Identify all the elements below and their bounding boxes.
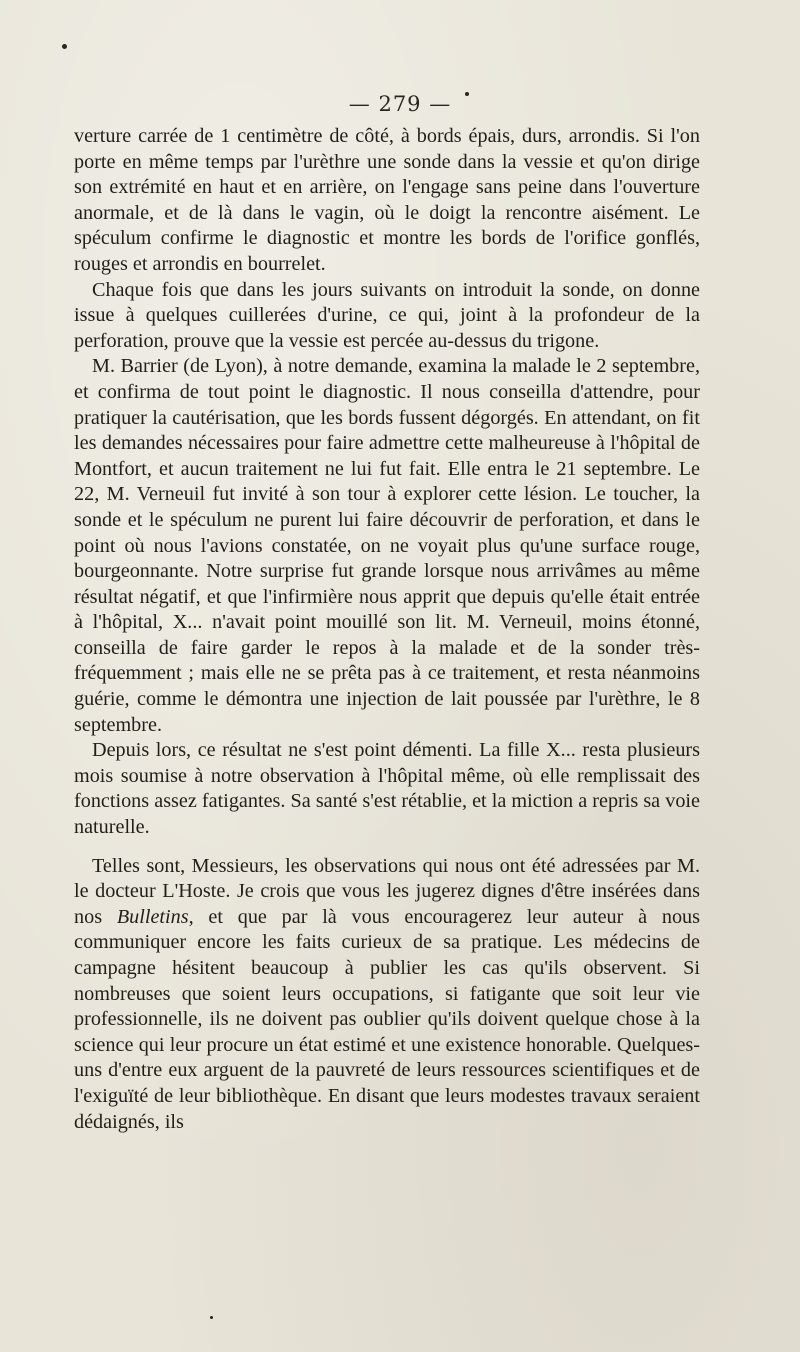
text-segment: Telles sont, Messieurs, les observations qui nous ont été adressées par M. le docteur L'Hoste. Je crois que vous les jugerez dignes d'être insérées dans nos: [74, 854, 700, 928]
text-segment: , et que par là vous encouragerez leur auteur à nous communiquer encore les faits curieux de sa pratique. Les médecins de campagne hésitent beaucoup à publier les cas qu'ils observent. Si nombreuses que soient leurs occupations, si fatigante que soit leur vie professionnelle, ils ne doivent pas oublier qu'ils doivent quelque chose à la science qui leur procure un état estimé et une existence honorable. Quelques-uns d'entre eux arguent de la pauvreté de leurs ressources scientifiques et de l'exiguïté de leur bibliothèque. En disant que leurs modestes travaux seraient dédaignés, ils: [74, 905, 700, 1133]
paragraph: Depuis lors, ce résultat ne s'est point démenti. La fille X... resta plusieurs mois soumise à notre observation à l'hôpital même, où elle remplissait des fonctions assez fatigantes. Sa santé s'est rétablie, et la miction a repris sa voie naturelle.: [74, 739, 700, 839]
page-number: — 279 —: [348, 92, 452, 116]
paragraph-final: [74, 854, 700, 1136]
ink-speck: [62, 44, 67, 49]
paragraph-continuation: verture carrée de 1 centimètre de côté, à bords épais, durs, arrondis. Si l'on porte en même temps par l'urèthre une sonde dans la vessie et qu'on dirige son extrémité en haut et en arrière, on l'engage sans peine dans l'ouverture anormale, et de là dans le vagin, où le doigt la rencontre aisément. Le spéculum confirme le diagnostic et montre les bords de l'orifice gonflés, rouges et arrondis en bourrelet.: [74, 125, 700, 275]
italic-term-bulletins: Bulletins: [116, 905, 189, 928]
body-text: [74, 124, 700, 1135]
ink-speck: [210, 1316, 213, 1319]
paragraph: M. Barrier (de Lyon), à notre demande, examina la malade le 2 septembre, et confirma de tout point le diagnostic. Il nous conseilla d'attendre, pour pratiquer la cautérisation, que les bords fussent dégorgés. En attendant, on fit les demandes nécessaires pour faire admettre cette malheureuse à l'hôpital de Montfort, et aucun traitement ne lui fut fait. Elle entra le 21 septembre. Le 22, M. Verneuil fut invité à son tour à explorer cette lésion. Le toucher, la sonde et le spéculum ne purent lui faire découvrir de perforation, et dans le point où nous l'avions constatée, on ne voyait plus qu'une surface rouge, bourgeonnante. Notre surprise fut grande lorsque nous arrivâmes au même résultat négatif, et que l'infirmière nous apprit que depuis qu'elle était entrée à l'hôpital, X... n'avait point mouillé son lit. M. Verneuil, moins étonné, conseilla de faire garder le repos à la malade et de la sonder très-fréquemment ; mais elle ne se prêta pas à ce traitement, et resta néanmoins guérie, comme le démontra une injection de lait poussée par l'urèthre, le 8 septembre.: [74, 355, 700, 736]
paragraph: Chaque fois que dans les jours suivants on introduit la sonde, on donne issue à quelques cuillerées d'urine, ce qui, joint à la profondeur de la perforation, prouve que la vessie est percée au-dessus du trigone.: [74, 278, 700, 352]
